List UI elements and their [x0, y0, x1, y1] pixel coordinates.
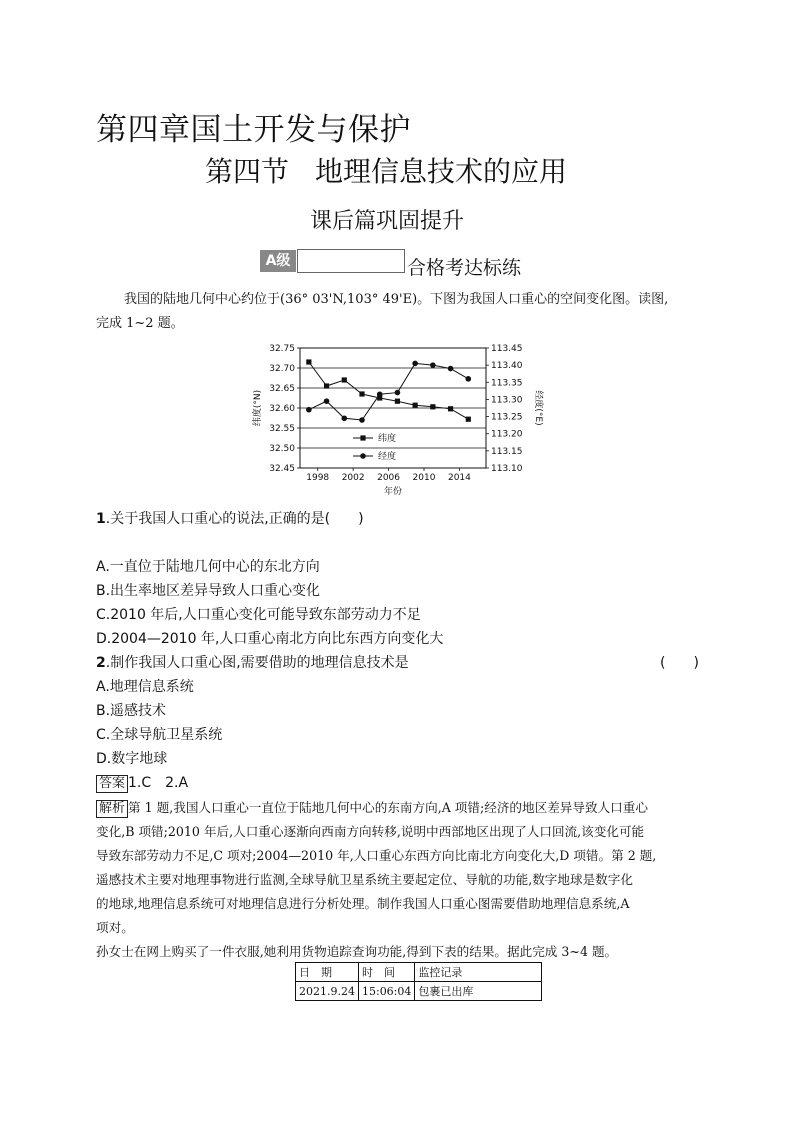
population-center-chart [250, 338, 550, 500]
y-left-tick-label: 32.65 [269, 384, 295, 394]
analysis-text-1: 第 1 题,我国人口重心一直位于陆地几何中心的东南方向,A 项错;经济的地区差异导致人口重心 [128, 800, 648, 815]
y-axis-right-label: 经度(°E) [533, 390, 543, 426]
legend-label: 纬度 [378, 434, 397, 444]
legend-square-marker [360, 435, 365, 440]
analysis-line-3: 导致东部劳动力不足,C 项对;2004—2010 年,人口重心东西方向比南北方向变化大,D 项错。第 2 题, [96, 848, 657, 863]
question-2-stem [96, 652, 409, 672]
y-axis-left-label: 纬度(°N) [253, 389, 263, 427]
y-right-tick-label: 113.25 [491, 412, 523, 423]
answer-tag: 答案 [96, 775, 128, 793]
analysis-line-1 [96, 796, 648, 820]
y-left-tick-label: 32.50 [269, 444, 295, 454]
legend-circle-marker [360, 453, 366, 459]
data-point-longitude [412, 361, 418, 367]
data-point-longitude [395, 390, 401, 396]
section-number: 第四节 [205, 155, 290, 188]
after-class-heading: 课后篇巩固提升 [310, 209, 465, 234]
y-left-tick-label: 32.75 [269, 344, 295, 354]
y-axis-right-ticks [486, 344, 523, 474]
question-1-stem [96, 508, 364, 528]
question-2-number: 2 [96, 655, 106, 671]
y-right-tick-label: 113.10 [491, 464, 523, 474]
y-left-tick-label: 32.70 [269, 364, 295, 374]
data-point-latitude [306, 359, 311, 364]
data-point-longitude [465, 376, 471, 382]
cell-date: 2021.9.24 [296, 982, 359, 1001]
data-point-latitude [324, 383, 329, 388]
data-point-longitude [430, 362, 436, 368]
section-title [205, 150, 567, 190]
question-2-text: .制作我国人口重心图,需要借助的地理信息技术是 [105, 655, 409, 671]
data-point-longitude [377, 391, 383, 397]
y-right-tick-label: 113.20 [491, 429, 523, 440]
data-point-latitude [342, 377, 347, 382]
data-point-longitude [306, 407, 312, 413]
x-tick-label: 2014 [447, 473, 471, 483]
q2-option-b: B.遥感技术 [96, 703, 167, 719]
data-point-longitude [324, 398, 330, 404]
data-point-latitude [395, 399, 400, 404]
data-point-longitude [448, 366, 454, 372]
table-header-row [296, 963, 542, 982]
y-left-tick-label: 32.55 [269, 424, 295, 434]
analysis-line-2: 变化,B 项错;2010 年后,人口重心逐渐向西南方向转移,说明中西部地区出现了人口回流,该变化可能 [96, 824, 645, 839]
level-badge: A级 [260, 250, 296, 272]
level-title: 合格考达标练 [407, 257, 522, 279]
chart-legend [353, 432, 396, 462]
chart-grid [300, 348, 486, 468]
x-tick-label: 2010 [412, 473, 436, 483]
x-axis-label: 年份 [383, 487, 403, 497]
level-box [297, 249, 405, 273]
y-right-tick-label: 113.30 [491, 395, 523, 406]
q1-option-a: A.一直位于陆地几何中心的东北方向 [96, 559, 320, 575]
q2-option-c: C.全球导航卫星系统 [96, 727, 223, 743]
intro-line-1: 我国的陆地几何中心约位于(36° 03'N,103° 49'E)。下图为我国人口重心的空间变化图。读图, [124, 292, 669, 307]
y-right-tick-label: 113.40 [491, 361, 523, 372]
y-axis-left-ticks [269, 344, 300, 474]
data-point-longitude [359, 417, 365, 423]
q1-option-c: C.2010 年后,人口重心变化可能导致东部劳动力不足 [96, 607, 421, 623]
x-tick-label: 2006 [377, 473, 401, 483]
analysis-line-5: 的地球,地理信息系统可对地理信息进行分析处理。制作我国人口重心图需要借助地理信息系统,A [96, 896, 630, 911]
tracking-table [295, 962, 542, 1001]
y-right-tick-label: 113.45 [491, 344, 523, 354]
q2-option-d: D.数字地球 [96, 751, 168, 767]
answer-text: 1.C 2.A [128, 775, 189, 791]
analysis-line-4: 遥感技术主要对地理事物进行监测,全球导航卫星系统主要起定位、导航的功能,数字地球是数字化 [96, 872, 633, 887]
y-left-tick-label: 32.60 [269, 404, 295, 414]
x-tick-label: 2002 [341, 473, 365, 483]
q1-option-d: D.2004—2010 年,人口重心南北方向比东西方向变化大 [96, 631, 444, 647]
chart-series [306, 359, 471, 422]
x-tick-label: 1998 [306, 473, 330, 483]
q2-option-a: A.地理信息系统 [96, 679, 194, 695]
question-1-number: 1 [96, 511, 106, 527]
section-name: 地理信息技术的应用 [315, 155, 568, 188]
y-left-tick-label: 32.45 [269, 464, 295, 474]
header-time: 时 间 [358, 963, 414, 982]
data-point-longitude [341, 415, 347, 421]
y-right-tick-label: 113.15 [491, 446, 523, 457]
legend-label: 经度 [378, 452, 397, 462]
data-point-latitude [448, 406, 453, 411]
question-2-answer-paren: ( ) [660, 655, 699, 671]
question-1-text: .关于我国人口重心的说法,正确的是( ) [105, 511, 364, 527]
header-date: 日 期 [296, 963, 359, 982]
series-line-latitude [309, 362, 468, 419]
x-axis-ticks [306, 468, 471, 483]
intro-line-2: 完成 1~2 题。 [96, 316, 184, 331]
analysis-line-6: 项对。 [96, 920, 134, 935]
analysis-tag: 解析 [96, 800, 128, 818]
data-point-latitude [413, 403, 418, 408]
data-point-latitude [430, 404, 435, 409]
series-line-longitude [309, 363, 468, 420]
answer-line [96, 772, 188, 793]
data-point-latitude [466, 417, 471, 422]
cell-time: 15:06:04 [358, 982, 414, 1001]
next-question-intro: 孙女士在网上购买了一件衣服,她利用货物追踪查询功能,得到下表的结果。据此完成 3~4 题。 [96, 944, 618, 959]
table-row [296, 982, 542, 1001]
header-record: 监控记录 [415, 963, 542, 982]
chapter-title: 第四章国土开发与保护 [96, 112, 411, 148]
y-right-tick-label: 113.35 [491, 378, 523, 389]
cell-record: 包裹已出库 [415, 982, 542, 1001]
data-point-latitude [359, 391, 364, 396]
q1-option-b: B.出生率地区差异导致人口重心变化 [96, 583, 321, 599]
